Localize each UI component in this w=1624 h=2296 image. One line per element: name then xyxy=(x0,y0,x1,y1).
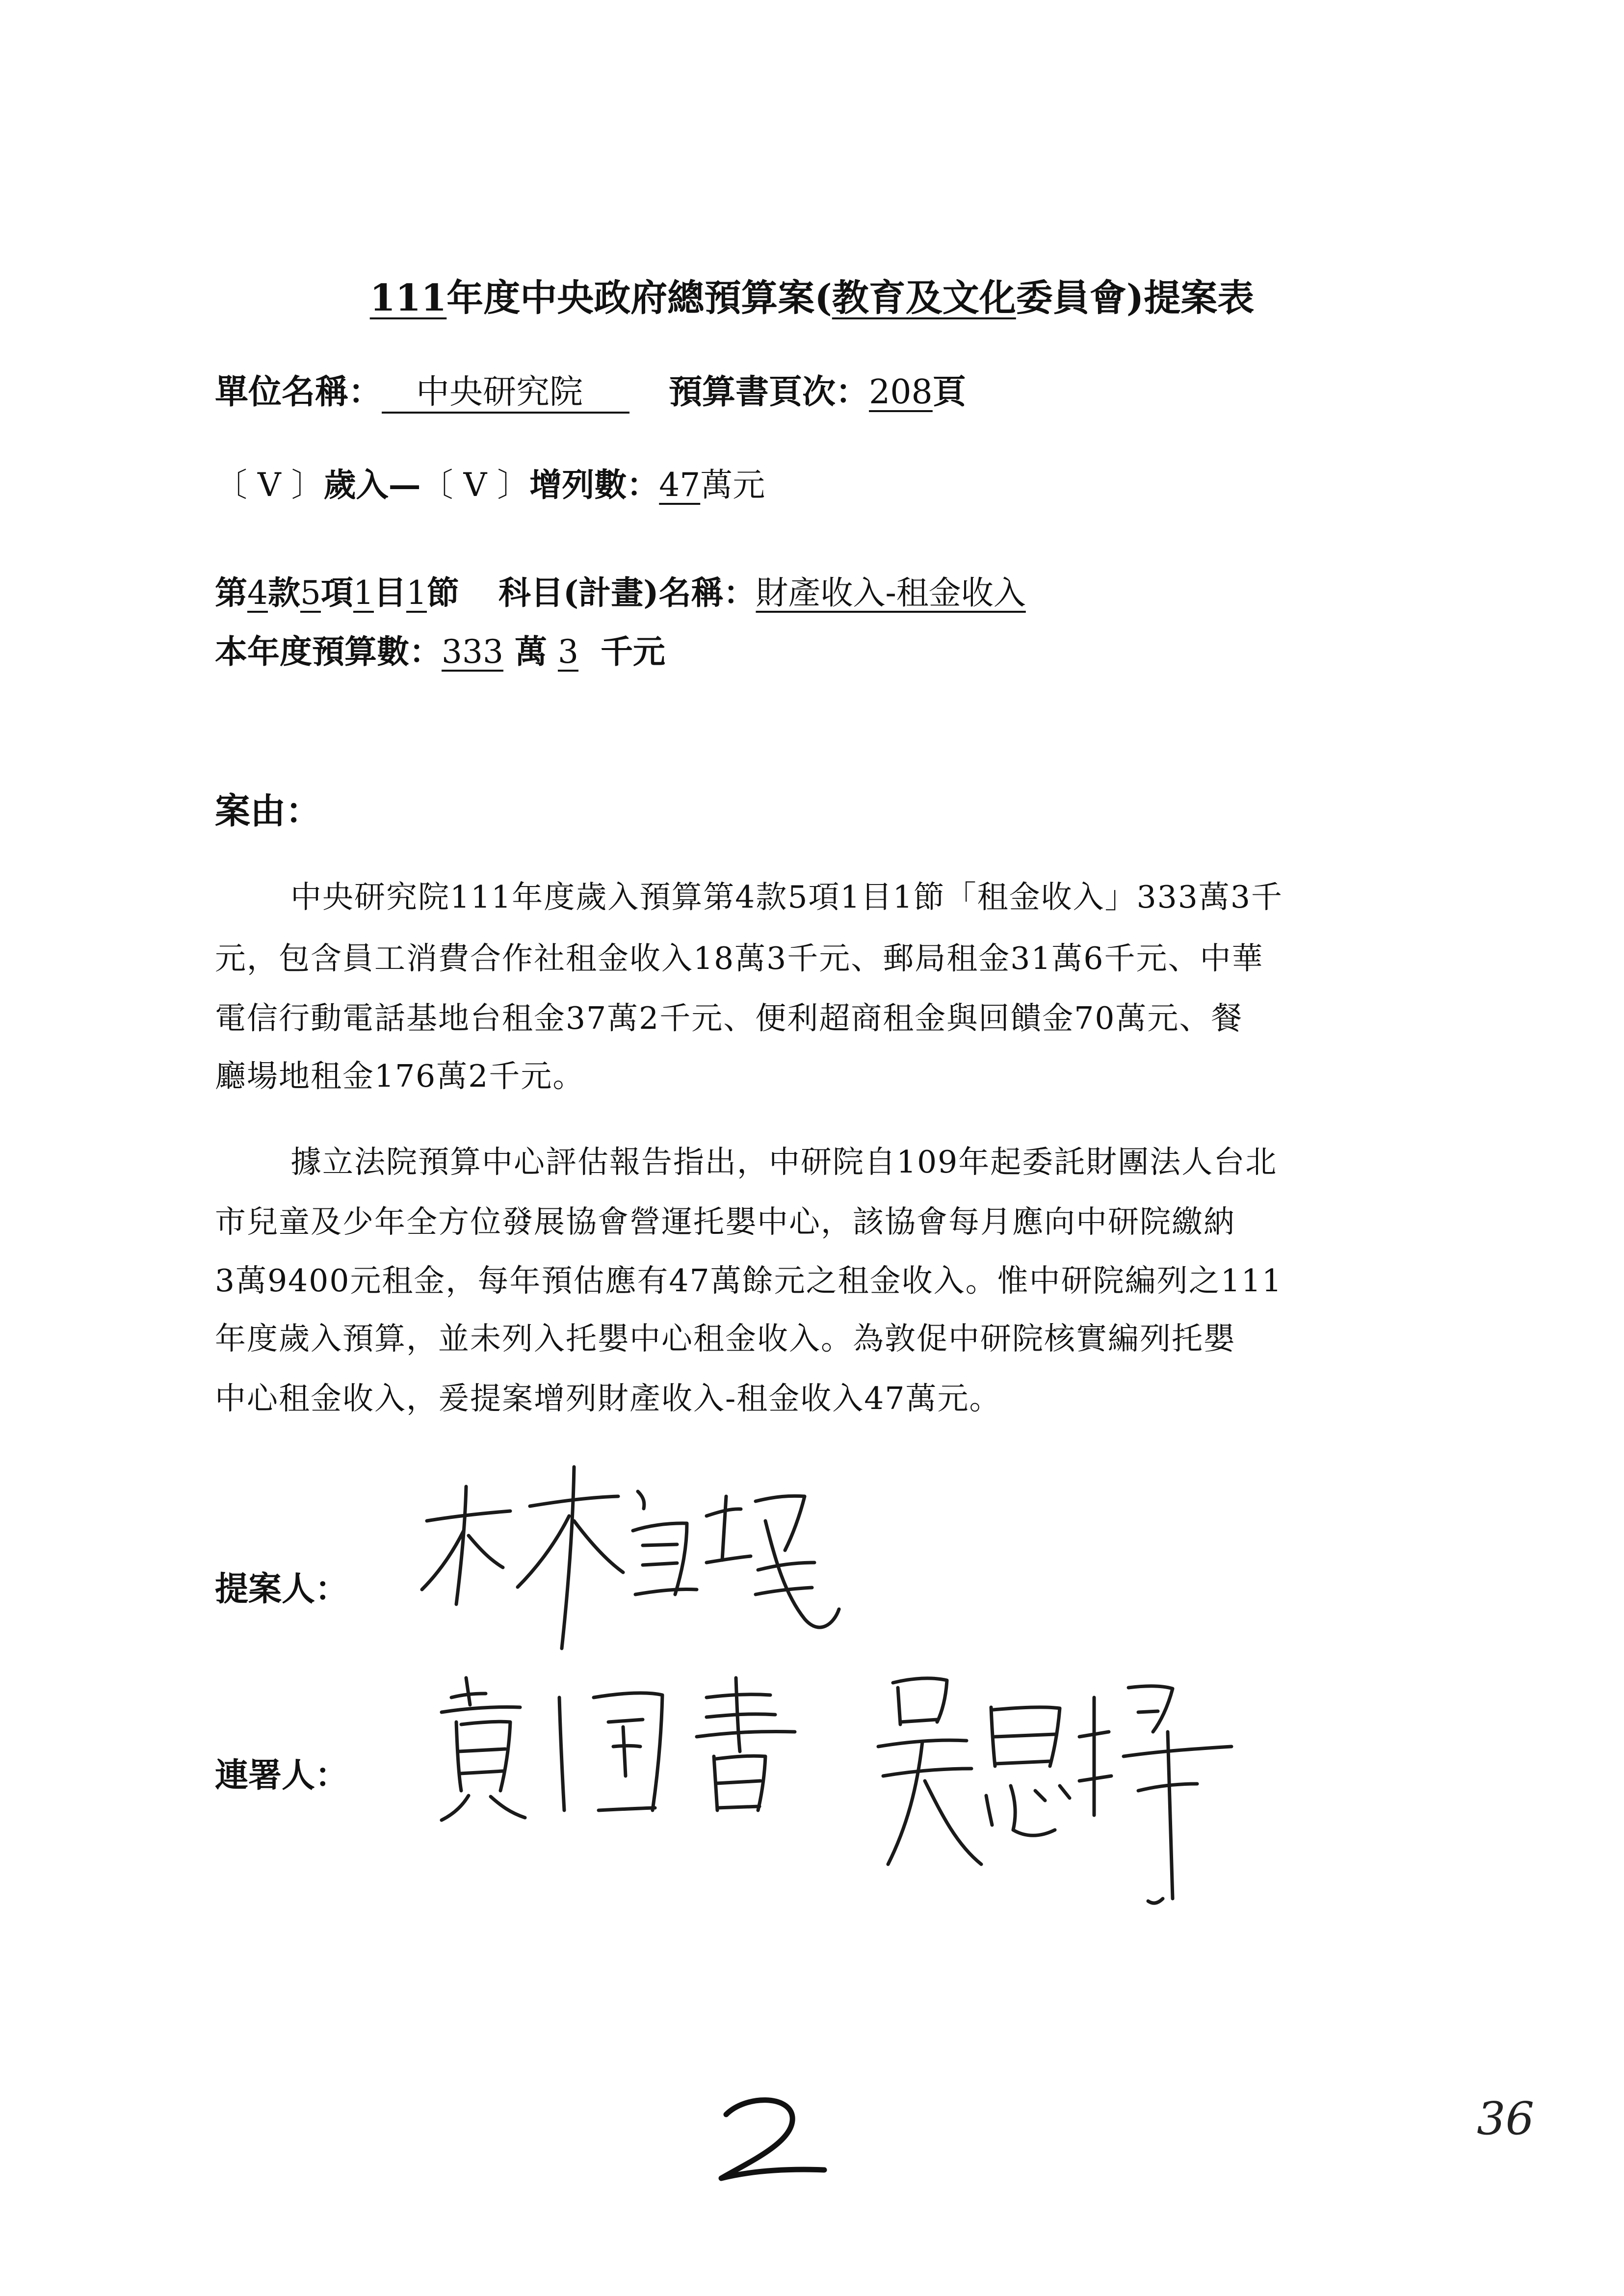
proposer-signature xyxy=(412,1462,854,1653)
budget-page-label: 預算書頁次： xyxy=(669,372,869,412)
proposal-type-row xyxy=(215,459,765,505)
title-part2: 委員會)提案表 xyxy=(1016,276,1255,319)
budget-page-suffix: 頁 xyxy=(932,372,966,412)
item-kuan: 4 xyxy=(247,574,268,612)
increase-unit: 萬元 xyxy=(700,466,765,504)
reason-line: 電信行動電話基地台租金37萬2千元、便利超商租金與回饋金70萬元、餐 xyxy=(215,1000,1243,1036)
current-budget-row xyxy=(215,626,665,672)
cosigner-label: 連署人： xyxy=(215,1756,349,1795)
proposer-label: 提案人： xyxy=(215,1569,349,1609)
increase-amount: 47 xyxy=(659,466,701,504)
budget-qian-unit: 千元 xyxy=(600,632,665,671)
budget-wan-value: 333 xyxy=(442,633,503,671)
cosigner-signature-1 xyxy=(432,1668,814,1825)
title-part1: 年度中央政府總預算案( xyxy=(446,276,832,319)
budget-wan-unit: 萬 xyxy=(514,632,547,671)
item-text: 項 xyxy=(321,574,353,612)
title-year: 111 xyxy=(369,276,447,319)
subject-value: 財產收入-租金收入 xyxy=(756,574,1026,612)
item-text: 目 xyxy=(374,574,406,612)
budget-page-value: 208 xyxy=(869,373,933,412)
cosigner-signature-2 xyxy=(864,1668,1246,1913)
checkbox-increase: 〔 V 〕 xyxy=(420,466,530,504)
budget-item-row xyxy=(215,567,1026,613)
reason-line: 年度歲入預算，並未列入托嬰中心租金收入。為敦促中研院核實編列托嬰 xyxy=(215,1321,1235,1357)
unit-value: 中央研究院 xyxy=(382,373,629,414)
unit-label: 單位名稱： xyxy=(215,372,382,412)
item-jie: 1 xyxy=(406,574,427,612)
title-committee: 教育及文化 xyxy=(832,276,1016,319)
item-text: 款 xyxy=(268,574,300,612)
action-label: 增列數： xyxy=(529,466,659,504)
handwritten-mark xyxy=(707,2087,834,2186)
budget-qian-value: 3 xyxy=(557,633,578,671)
item-text: 節 xyxy=(427,574,459,612)
form-title xyxy=(0,269,1624,321)
item-text: 第 xyxy=(215,574,247,612)
item-xiang: 5 xyxy=(300,574,321,612)
reason-line: 中心租金收入，爰提案增列財產收入-租金收入47萬元。 xyxy=(215,1381,1001,1416)
reason-line: 市兒童及少年全方位發展協會營運托嬰中心，該協會每月應向中研院繳納 xyxy=(215,1204,1235,1240)
subject-label: 科目(計畫)名稱： xyxy=(498,574,756,612)
type-label: 歲入— xyxy=(323,466,421,504)
checkbox-revenue: 〔 V 〕 xyxy=(215,466,324,504)
reason-line: 3萬9400元租金，每年預估應有47萬餘元之租金收入。惟中研院編列之111 xyxy=(215,1263,1283,1299)
item-mu: 1 xyxy=(353,574,374,612)
unit-row xyxy=(215,365,966,414)
reason-line: 廳場地租金176萬2千元。 xyxy=(215,1058,585,1094)
page-number: 36 xyxy=(1477,2092,1535,2145)
reason-line: 元，包含員工消費合作社租金收入18萬3千元、郵局租金31萬6千元、中華 xyxy=(215,940,1264,976)
reason-line: 據立法院預算中心評估報告指出，中研院自109年起委託財團法人台北 xyxy=(290,1144,1278,1180)
reason-line: 中央研究院111年度歲入預算第4款5項1目1節「租金收入」333萬3千 xyxy=(290,879,1283,915)
reason-heading: 案由： xyxy=(215,790,321,832)
current-budget-label: 本年度預算數： xyxy=(215,632,442,671)
